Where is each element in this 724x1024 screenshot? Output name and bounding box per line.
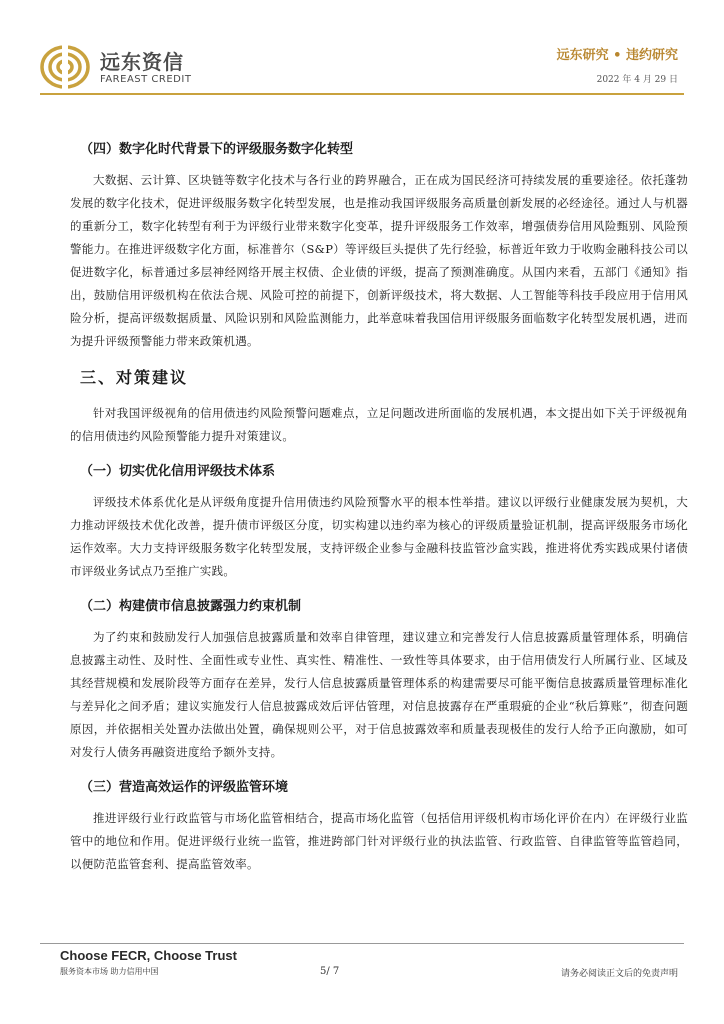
footer-sub-slogan: 服务资本市场 助力信用中国 <box>60 967 159 976</box>
footer-divider <box>40 943 684 944</box>
header-divider <box>40 93 684 95</box>
subsection-3-heading: （三）营造高效运作的评级监管环境 <box>80 780 289 795</box>
disclaimer-notice: 请务必阅读正文后的免责声明 <box>560 969 678 979</box>
company-logo <box>40 40 190 92</box>
logo-chinese-name: 远东资信 <box>100 50 184 74</box>
report-type-title: 远东研究 • 违约研究 <box>556 48 678 63</box>
fareast-logo-icon <box>40 42 90 92</box>
logo-english-name: FAREAST CREDIT <box>100 74 192 85</box>
subsection-3-paragraph: 推进评级行业行政监管与市场化监管相结合，提高市场化监管（包括信用评级机构市场化评价在内）在评级行业监管中的地位和作用。促进评级行业统一监管，推进跨部门针对评级行业的执法监管、行政监管、自律监管等监管趋同，以便防范监管套利、提高监管效率。 <box>70 811 688 871</box>
footer-slogan: Choose FECR, Choose Trust <box>60 948 237 963</box>
subsection-2-heading: （二）构建债市信息披露强力约束机制 <box>80 599 302 614</box>
subsection-2-paragraph: 为了约束和鼓励发行人加强信息披露质量和效率自律管理，建议建立和完善发行人信息披露质量管理体系，明确信息披露主动性、及时性、全面性或专业性、真实性、精准性、一致性等具体要求，由于信用债发行人所属行业、区域及其经营规模和发展阶段等方面存在差异，发行人信息披露质量管理体系的构建需要尽可能平衡信息披露质量管理标准化与差异化之间矛盾；建议实施发行人信息披露成效后评估管理，对信息披露存在严重瑕疵的企业“秋后算账”，彻查问题原因，并依据相关处置办法做出处置，确保规则公平，对于信息披露效率和质量表现极佳的发行人给予正向激励，如可对发行人债务再融资进度给予额外支持。 <box>70 630 688 759</box>
section-3-intro: 针对我国评级视角的信用债违约风险预警问题难点，立足问题改进所面临的发展机遇，本文提出如下关于评级视角的信用债违约风险预警能力提升对策建议。 <box>70 406 688 443</box>
subsection-1-heading: （一）切实优化信用评级技术体系 <box>80 464 276 479</box>
section-4-heading: （四）数字化时代背景下的评级服务数字化转型 <box>80 142 354 157</box>
report-date: 2022 年 4 月 29 日 <box>596 75 678 85</box>
section-4-paragraph: 大数据、云计算、区块链等数字化技术与各行业的跨界融合，正在成为国民经济可持续发展的重要途径。依托蓬勃发展的数字化技术，促进评级服务数字化转型发展，也是推动我国评级服务高质量创新发展的必经途径。通过人与机器的重新分工，数字化转型有利于为评级行业带来数字化变革，提升评级服务工作效率，增强债券信用风险甄别、风险预警能力。在推进评级数字化方面，标准普尔（S&P）等评级巨头提供了先行经验，标普近年致力于收购金融科技公司以促进数字化，标普通过多层神经网络开展主权债、企业债的评级，提高了预测准确度。从国内来看，五部门《通知》指出，鼓励信用评级机构在依法合规、风险可控的前提下，创新评级技术，将大数据、人工智能等科技手段应用于信用风险分析，提高评级数据质量、风险识别和风险监测能力，此举意味着我国信用评级服务面临数字化转型发展机遇，进而为提升评级预警能力带来政策机遇。 <box>70 173 688 348</box>
section-3-heading: 三、对策建议 <box>80 368 189 387</box>
page-number: 5/ 7 <box>320 966 340 977</box>
document-body <box>70 138 688 888</box>
subsection-1-paragraph: 评级技术体系优化是从评级角度提升信用债违约风险预警水平的根本性举措。建议以评级行业健康发展为契机，大力推动评级技术优化改善，提升债市评级区分度，切实构建以违约率为核心的评级质量验证机制，提高评级服务市场化运作效率。大力支持评级服务数字化转型发展，支持评级企业参与金融科技监管沙盒实践，推进将优秀实践成果付诸债市评级业务试点乃至推广实践。 <box>70 495 688 578</box>
